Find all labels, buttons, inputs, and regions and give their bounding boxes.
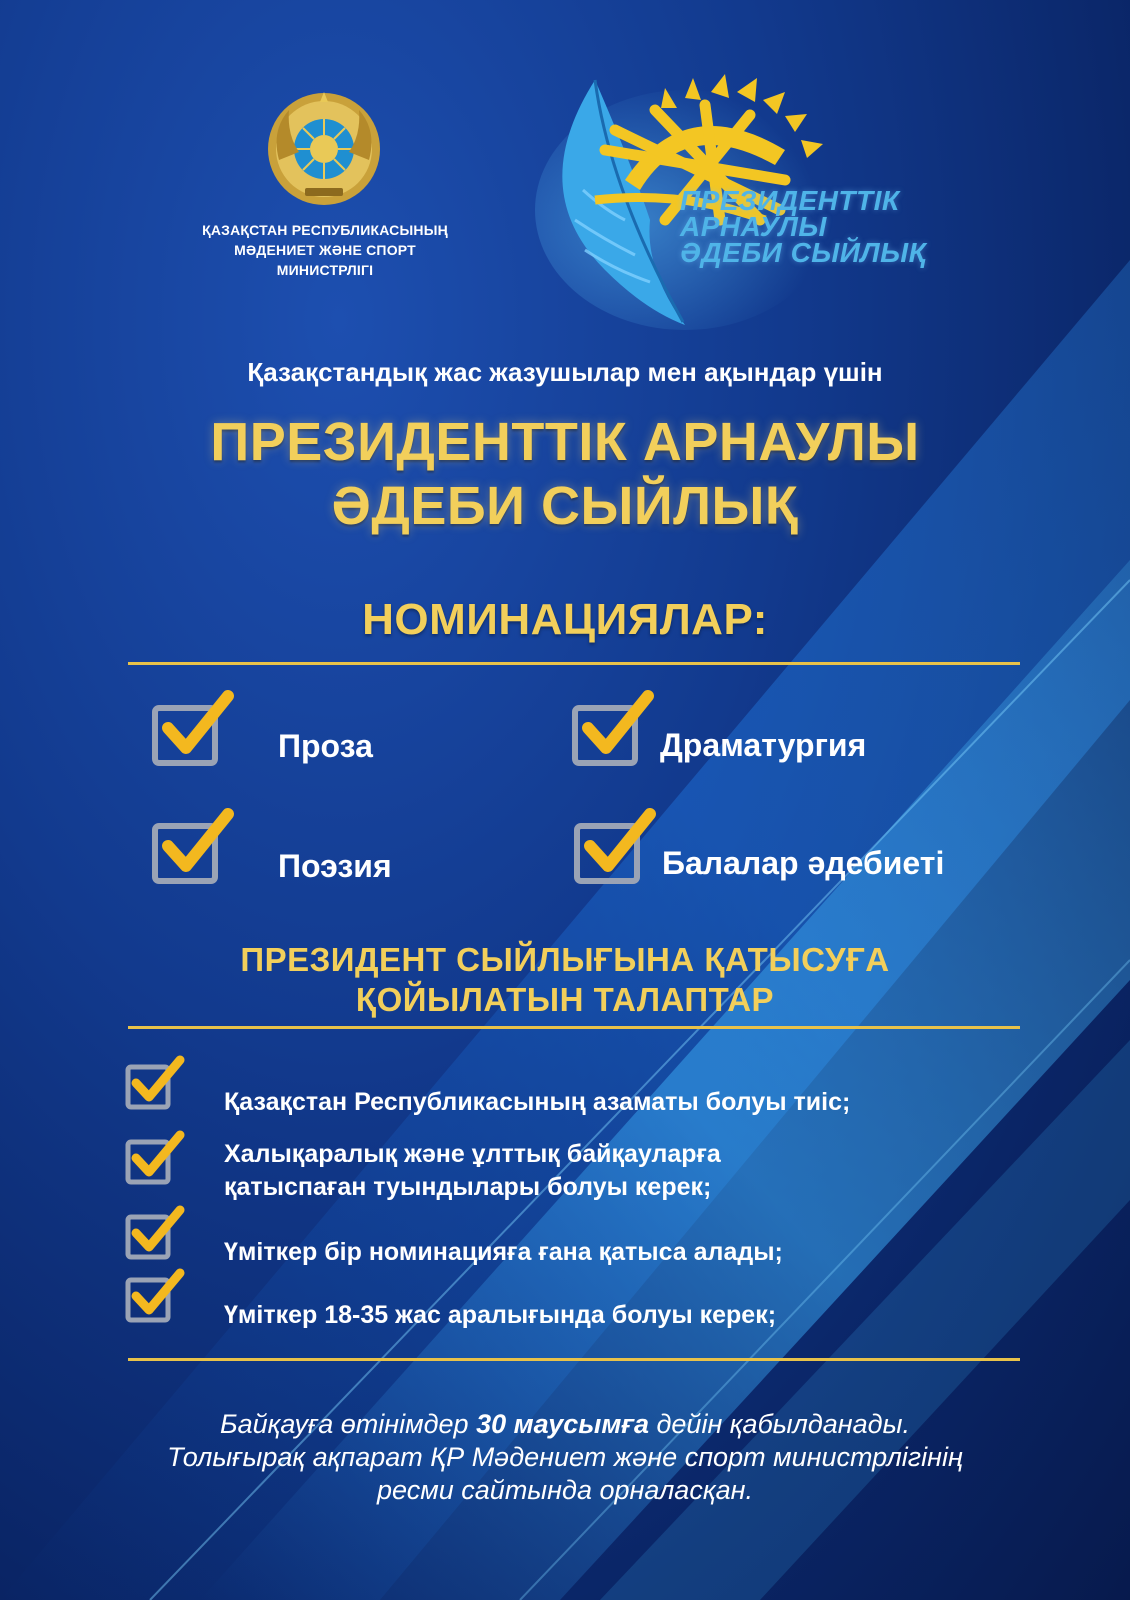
checkbox-checked-icon	[124, 1130, 190, 1188]
checkbox-checked-icon	[570, 690, 660, 770]
checkbox-checked-icon	[572, 808, 662, 888]
footer-note	[0, 1408, 1130, 1507]
award-logo-line: ПРЕЗИДЕНТТІК	[680, 185, 900, 216]
footer-text: Байқауға өтінімдер	[220, 1409, 477, 1439]
nomination-label: Проза	[278, 727, 373, 764]
requirements-heading-line: ҚОЙЫЛАТЫН ТАЛАПТАР	[355, 981, 775, 1018]
title-line-2: ӘДЕБИ СЫЙЛЫҚ	[331, 476, 799, 536]
award-logo-line: ӘДЕБИ СЫЙЛЫҚ	[680, 237, 927, 268]
divider	[128, 662, 1020, 665]
requirement-item: Үміткер бір номинацияға ғана қатыса алады;	[224, 1238, 783, 1266]
deadline-date: 30 маусымға	[476, 1409, 649, 1439]
requirement-line: Халықаралық және ұлттық байқауларға	[224, 1140, 721, 1168]
requirement-item: Қазақстан Республикасының азаматы болуы тиіс;	[224, 1088, 851, 1116]
nomination-item-poetry	[150, 808, 392, 888]
kazakhstan-state-emblem-icon	[265, 90, 383, 208]
requirements-heading	[0, 940, 1130, 1020]
nomination-label: Балалар әдебиеті	[662, 844, 945, 881]
ministry-line: МИНИСТРЛІГІ	[276, 262, 374, 278]
award-logo-text	[680, 185, 940, 268]
nomination-label: Драматургия	[660, 726, 867, 763]
nomination-item-childrens-literature	[572, 808, 944, 888]
ministry-line: ҚАЗАҚСТАН РЕСПУБЛИКАСЫНЫҢ	[202, 222, 448, 238]
footer-text: дейін қабылданады.	[648, 1409, 910, 1439]
nominations-heading: НОМИНАЦИЯЛАР:	[362, 595, 768, 644]
page-title	[0, 410, 1130, 538]
nomination-item-drama	[570, 690, 866, 770]
divider	[128, 1026, 1020, 1029]
subtitle: Қазақстандық жас жазушылар мен ақындар үшін	[247, 357, 883, 387]
footer-line-1	[0, 1408, 1130, 1441]
nomination-label: Поэзия	[278, 847, 392, 884]
requirements-heading-line: ПРЕЗИДЕНТ СЫЙЛЫҒЫНА ҚАТЫСУҒА	[240, 941, 890, 978]
award-logo-line: АРНАУЛЫ	[680, 211, 827, 242]
requirement-item: Үміткер 18-35 жас аралығында болуы керек;	[224, 1301, 777, 1329]
ministry-line: МӘДЕНИЕТ ЖӘНЕ СПОРТ	[234, 242, 416, 258]
checkbox-checked-icon	[124, 1055, 190, 1113]
checkbox-checked-icon	[150, 690, 240, 770]
requirement-item	[224, 1138, 721, 1204]
title-line-1: ПРЕЗИДЕНТТІК АРНАУЛЫ	[210, 412, 920, 472]
footer-line-3: ресми сайтында орналасқан.	[377, 1475, 753, 1505]
checkbox-checked-icon	[124, 1205, 190, 1263]
nomination-item-prose	[150, 690, 373, 770]
divider	[128, 1358, 1020, 1361]
checkbox-checked-icon	[124, 1268, 190, 1326]
footer-line-2: Толығырақ ақпарат ҚР Мәдениет және спорт министрлігінің	[167, 1442, 963, 1472]
ministry-name	[170, 220, 480, 280]
checkbox-checked-icon	[150, 808, 240, 888]
requirement-line: қатыспаған туындылары болуы керек;	[224, 1173, 712, 1201]
